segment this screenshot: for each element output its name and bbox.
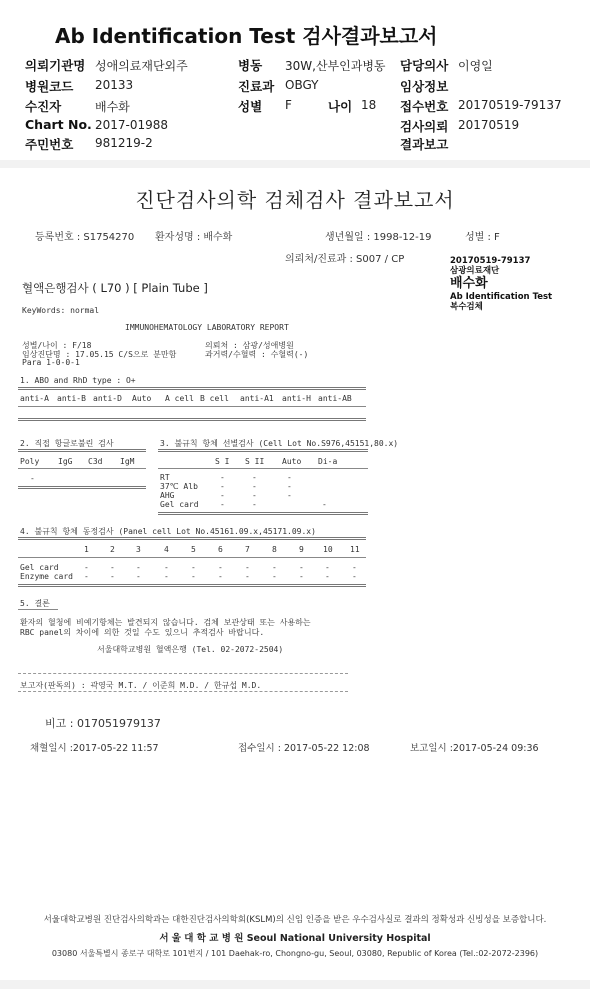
immuno-report-title: IMMUNOHEMATOLOGY LABORATORY REPORT (125, 323, 289, 332)
sex: 성별 : F (465, 232, 500, 243)
sec1-title: 1. ABO and RhD type : O+ (20, 376, 136, 385)
sec4-col: 6 (218, 545, 223, 554)
sec2-title: 2. 직접 항글로불린 검사 (20, 439, 114, 448)
sec4-cell: - (245, 572, 250, 581)
divider (18, 609, 58, 610)
sec1-col: Auto (132, 394, 152, 403)
received-time: 접수일시 : 2017-05-22 12:08 (238, 743, 370, 754)
sec3-row-label: AHG (160, 491, 175, 500)
sec3-row-label: Gel card (160, 500, 199, 509)
sec4-cell: - (218, 572, 223, 581)
sec3-cell: - (287, 482, 292, 491)
divider (18, 486, 146, 489)
sec5-title: 5. 결론 (20, 599, 50, 608)
sec4-col: 3 (136, 545, 141, 554)
sec3-cell: - (252, 482, 257, 491)
sec4-cell: - (191, 572, 196, 581)
label-institution: 의뢰기관명 (25, 58, 86, 73)
sec4-col: 5 (191, 545, 196, 554)
certification-note: 서울대학교병원 진단검사의학과는 대한진단검사의학회(KSLM)의 신임 인증을 받은 우수검사실로 결과의 정확성과 신빙성을 보증합니다. (43, 915, 547, 925)
info-history: 과거력/수혈력 : 수혈력(-) (205, 350, 309, 359)
sec3-row-label: 37℃ Alb (160, 482, 198, 491)
stamp-line-5: 복수검체 (450, 302, 483, 312)
sec3-col: S I (215, 457, 230, 466)
sec2-col: IgG (58, 457, 73, 466)
sec4-cell: - (84, 563, 89, 572)
label-clinical-info: 임상정보 (400, 79, 449, 94)
info-diagnosis: 임상진단명 : 17.05.15 C/S으로 분만함 (22, 350, 177, 359)
sec1-col: anti-A1 (240, 394, 274, 403)
document-title: Ab Identification Test 검사결과보고서 (55, 24, 438, 48)
value-department: OBGY (285, 78, 319, 92)
sec3-cell: - (252, 491, 257, 500)
sec4-cell: - (325, 563, 330, 572)
sec2-col: IgM (120, 457, 135, 466)
report-title: 진단검사의학 검체검사 결과보고서 (135, 188, 455, 212)
sec4-cell: - (299, 563, 304, 572)
reported-time: 보고일시 :2017-05-24 09:36 (410, 743, 539, 754)
sec4-cell: - (110, 572, 115, 581)
divider (18, 406, 366, 407)
label-physician: 담당의사 (400, 58, 449, 73)
sec2-col: C3d (88, 457, 103, 466)
divider (158, 512, 368, 515)
stamp-line-3: 배수화 (450, 276, 488, 291)
hospital-name: 서 울 대 학 교 병 원 Seoul National University Hospital (159, 933, 431, 944)
sec4-cell: - (191, 563, 196, 572)
sec1-col: anti-H (282, 394, 311, 403)
label-department: 진료과 (238, 79, 275, 94)
sec2-col: Poly (20, 457, 40, 466)
label-age: 나이 (328, 99, 353, 114)
sec3-cell: - (220, 491, 225, 500)
sec4-cell: - (218, 563, 223, 572)
sec4-cell: - (272, 563, 277, 572)
sec4-cell: - (352, 563, 357, 572)
label-receipt-no: 접수번호 (400, 99, 449, 114)
sec3-cell: - (252, 473, 257, 482)
label-chart-no: Chart No. (25, 117, 92, 132)
sec2-value: - (30, 474, 35, 483)
stamp-line-1: 20170519-79137 (450, 256, 531, 266)
sec4-row-label: Enzyme card (20, 572, 73, 581)
sec3-row-label: RT (160, 473, 170, 482)
sec3-cell: - (252, 500, 257, 509)
keywords: KeyWords: normal (22, 306, 100, 315)
reporter: 보고자(판독의) : 곽영국 M.T. / 이준희 M.D. / 한규섭 M.D. (20, 681, 262, 690)
sec3-cell: - (322, 500, 327, 509)
divider (18, 468, 146, 469)
sample-stamp (450, 256, 552, 312)
date-of-birth: 생년월일 : 1998-12-19 (325, 232, 432, 243)
sec3-col: Di-a (318, 457, 338, 466)
sec3-cell: - (287, 491, 292, 500)
value-physician: 이영일 (458, 59, 493, 73)
value-patient: 배수화 (95, 100, 130, 114)
divider (18, 537, 366, 540)
note: 비고 : 017051979137 (45, 717, 161, 730)
sec1-col: anti-B (57, 394, 86, 403)
value-resident-no: 981219-2 (95, 136, 153, 150)
sec4-col: 11 (350, 545, 360, 554)
label-patient: 수진자 (25, 99, 62, 114)
collected-time: 채혈일시 :2017-05-22 11:57 (30, 743, 159, 754)
sec4-cell: - (110, 563, 115, 572)
hospital-address: 03080 서울특별시 종로구 대학로 101번지 / 101 Daehak-ro, Chongno-gu, Seoul, 03080, Republic of Korea (Tel.:02-2072-2396) (51, 949, 539, 958)
sec4-col: 1 (84, 545, 89, 554)
value-receipt-no: 20170519-79137 (458, 98, 562, 112)
sec4-cell: - (245, 563, 250, 572)
sec4-cell: - (164, 563, 169, 572)
test-name: 혈액은행검사 ( L70 ) [ Plain Tube ] (22, 281, 208, 295)
label-ward: 병동 (238, 58, 263, 73)
conclusion-line-2: RBC panel의 차이에 의한 것일 수도 있으니 추적검사 바랍니다. (20, 628, 265, 637)
sec3-cell: - (220, 473, 225, 482)
sec4-col: 9 (299, 545, 304, 554)
sec4-cell: - (325, 572, 330, 581)
stamp-line-2: 삼광의료재단 (450, 266, 500, 276)
label-request: 검사의뢰 (400, 119, 449, 134)
info-referral: 의뢰처 : 삼광/성애병원 (205, 341, 294, 350)
divider (18, 449, 146, 452)
sec3-col: S II (245, 457, 265, 466)
patient-name: 환자성명 : 배수화 (155, 232, 233, 243)
sec3-cell: - (220, 482, 225, 491)
divider (18, 584, 366, 587)
sec4-col: 2 (110, 545, 115, 554)
sec4-cell: - (164, 572, 169, 581)
value-age: 18 (361, 98, 377, 112)
divider (158, 449, 368, 452)
divider (18, 691, 348, 692)
sec3-col: Auto (282, 457, 302, 466)
sec4-cell: - (352, 572, 357, 581)
sec1-col: anti-A (20, 394, 49, 403)
value-request: 20170519 (458, 118, 520, 132)
label-sex: 성별 (238, 99, 263, 114)
requesting-dept: 의뢰처/진료과 : S007 / CP (285, 254, 405, 265)
info-para: Para 1-0-0-1 (22, 358, 80, 367)
divider (158, 468, 368, 469)
sec4-cell: - (272, 572, 277, 581)
value-ward: 30W,산부인과병동 (285, 59, 386, 73)
sec3-title: 3. 불규칙 항체 선별검사 (Cell Lot No.S976,45151,80.x) (160, 439, 399, 448)
sec4-cell: - (84, 572, 89, 581)
sec4-col: 8 (272, 545, 277, 554)
divider (18, 557, 366, 558)
value-institution: 성애의료재단외주 (95, 59, 188, 73)
sec4-col: 4 (164, 545, 169, 554)
value-hospital-code: 20133 (95, 78, 134, 92)
label-resident-no: 주민번호 (25, 137, 74, 152)
sec3-cell: - (287, 473, 292, 482)
sec1-col: B cell (200, 394, 229, 403)
conclusion-line-1: 환자의 혈청에 비예기항체는 발견되지 않습니다. 검체 보관상태 또는 사용하는 (20, 618, 311, 627)
divider (18, 387, 366, 390)
blood-bank-contact: 서울대학교병원 혈액은행 (Tel. 02-2072-2504) (97, 645, 284, 654)
summary-header (0, 0, 590, 160)
value-chart-no: 2017-01988 (95, 118, 169, 132)
stamp-line-4: Ab Identification Test (450, 292, 553, 302)
divider (18, 418, 366, 421)
sec4-col: 7 (245, 545, 250, 554)
reg-no: 등록번호 : S1754270 (35, 232, 135, 243)
sec1-col: anti-D (93, 394, 122, 403)
sec1-col: anti-AB (318, 394, 352, 403)
label-hospital-code: 병원코드 (25, 79, 74, 94)
lab-report (0, 168, 590, 980)
sec4-cell: - (136, 563, 141, 572)
divider (18, 673, 348, 674)
sec3-cell: - (220, 500, 225, 509)
sec4-row-label: Gel card (20, 563, 59, 572)
value-sex: F (285, 98, 292, 112)
sec4-cell: - (299, 572, 304, 581)
info-sex-age: 성별/나이 : F/18 (22, 341, 92, 350)
label-result-report: 결과보고 (400, 137, 449, 152)
sec1-col: A cell (165, 394, 194, 403)
sec4-col: 10 (323, 545, 333, 554)
sec4-cell: - (136, 572, 141, 581)
sec4-title: 4. 불규칙 항체 동정검사 (Panel cell Lot No.45161.09.x,45171.09.x) (20, 527, 316, 536)
